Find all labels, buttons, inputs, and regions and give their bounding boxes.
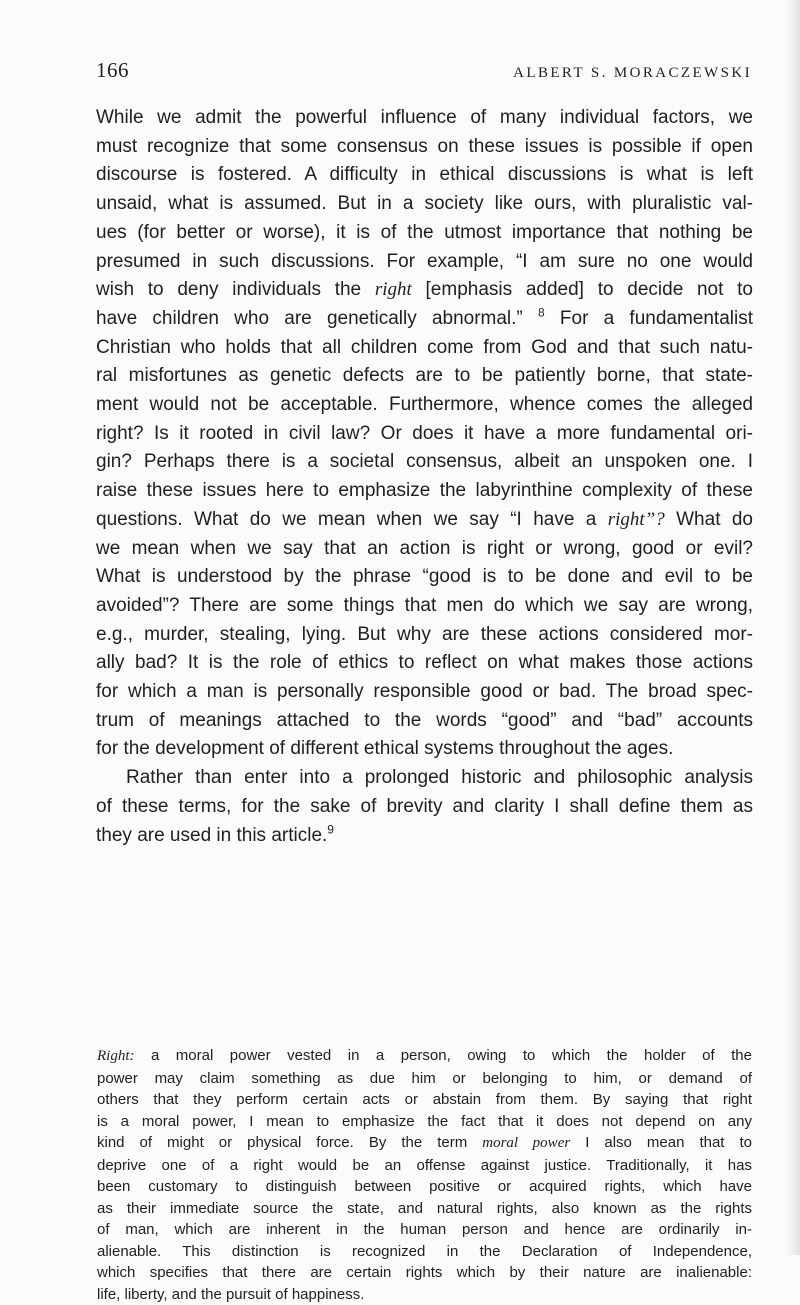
body-line: Christian who holds that all children come from God and that such natu- [96, 334, 753, 363]
definition-line: Right: a moral power vested in a person, owing to which the holder of the [97, 1045, 752, 1068]
body-line: raise these issues here to emphasize the labyrinthine complexity of these [96, 477, 753, 506]
definition-line: alienable. This distinction is recognized in the Declaration of Independence, [97, 1241, 752, 1263]
body-line: right? Is it rooted in civil law? Or does it have a more fundamental ori- [96, 420, 753, 449]
body-line: questions. What do we mean when we say “I have a right”? What do [96, 506, 753, 535]
page-header [96, 58, 752, 83]
body-line: we mean when we say that an action is right or wrong, good or evil? [96, 535, 753, 564]
body-line: avoided”? There are some things that men do which we say are wrong, [96, 592, 753, 621]
definition-line: life, liberty, and the pursuit of happiness. [97, 1284, 752, 1305]
definition-line: deprive one of a right would be an offense against justice. Traditionally, it has [97, 1155, 752, 1177]
definition-line: of man, which are inherent in the human person and hence are ordinarily in- [97, 1219, 752, 1241]
emphasis-right-quote: right”? [608, 509, 665, 530]
body-line: ral misfortunes as genetic defects are to be patiently borne, that state- [96, 362, 753, 391]
body-line: for the development of different ethical systems throughout the ages. [96, 735, 753, 764]
body-line: e.g., murder, stealing, lying. But why are these actions considered mor- [96, 621, 753, 650]
body-line: discourse is fostered. A difficulty in ethical discussions is what is left [96, 161, 753, 190]
definition-block [97, 1045, 752, 1305]
body-line: have children who are genetically abnormal.” $^8$ For a fundamentalist [96, 305, 753, 334]
definition-line: others that they perform certain acts or abstain from them. By saying that right [97, 1089, 752, 1111]
body-line: ues (for better or worse), it is of the utmost importance that nothing be [96, 219, 753, 248]
body-line: ment would not be acceptable. Furthermore, whence comes the alleged [96, 391, 753, 420]
body-line: What is understood by the phrase “good is to be done and evil to be [96, 563, 753, 592]
definition-line: as their immediate source the state, and natural rights, also known as the rights [97, 1198, 752, 1220]
running-head: ALBERT S. MORACZEWSKI [513, 65, 752, 82]
page-edge-shadow [786, 0, 800, 1255]
body-line: ally bad? It is the role of ethics to reflect on what makes those actions [96, 649, 753, 678]
body-line: Rather than enter into a prolonged historic and philosophic analysis [96, 764, 753, 793]
body-line: for which a man is personally responsible good or bad. The broad spec- [96, 678, 753, 707]
footnote-ref-8: 8 [538, 306, 545, 320]
footnote-ref-9: 9 [327, 822, 334, 836]
body-line: trum of meanings attached to the words “good” and “bad” accounts [96, 707, 753, 736]
body-line: wish to deny individuals the right [emphasis added] to decide not to [96, 276, 753, 305]
body-line: they are used in this article.$^9$ [96, 822, 753, 851]
body-line: must recognize that some consensus on these issues is possible if open [96, 133, 753, 162]
body-line: While we admit the powerful influence of many individual factors, we [96, 104, 753, 133]
emphasis-right: right [375, 279, 412, 300]
body-line: unsaid, what is assumed. But in a society like ours, with pluralistic val- [96, 190, 753, 219]
body-line: of these terms, for the sake of brevity and clarity I shall define them as [96, 793, 753, 822]
definition-line: been customary to distinguish between positive or acquired rights, which have [97, 1176, 752, 1198]
body-line: presumed in such discussions. For example, “I am sure no one would [96, 248, 753, 277]
definition-term: Right: [97, 1048, 135, 1064]
definition-line: is a moral power, I mean to emphasize the fact that it does not depend on any [97, 1111, 752, 1133]
definition-line: power may claim something as due him or belonging to him, or demand of [97, 1068, 752, 1090]
body-text [96, 104, 753, 850]
definition-line: which specifies that there are certain rights which by their nature are inalienable: [97, 1262, 752, 1284]
emphasis-moral-power: moral power [482, 1135, 570, 1151]
body-line: gin? Perhaps there is a societal consensus, albeit an unspoken one. I [96, 448, 753, 477]
page-number: 166 [96, 58, 129, 83]
definition-line: kind of might or physical force. By the term moral power I also mean that to [97, 1132, 752, 1155]
